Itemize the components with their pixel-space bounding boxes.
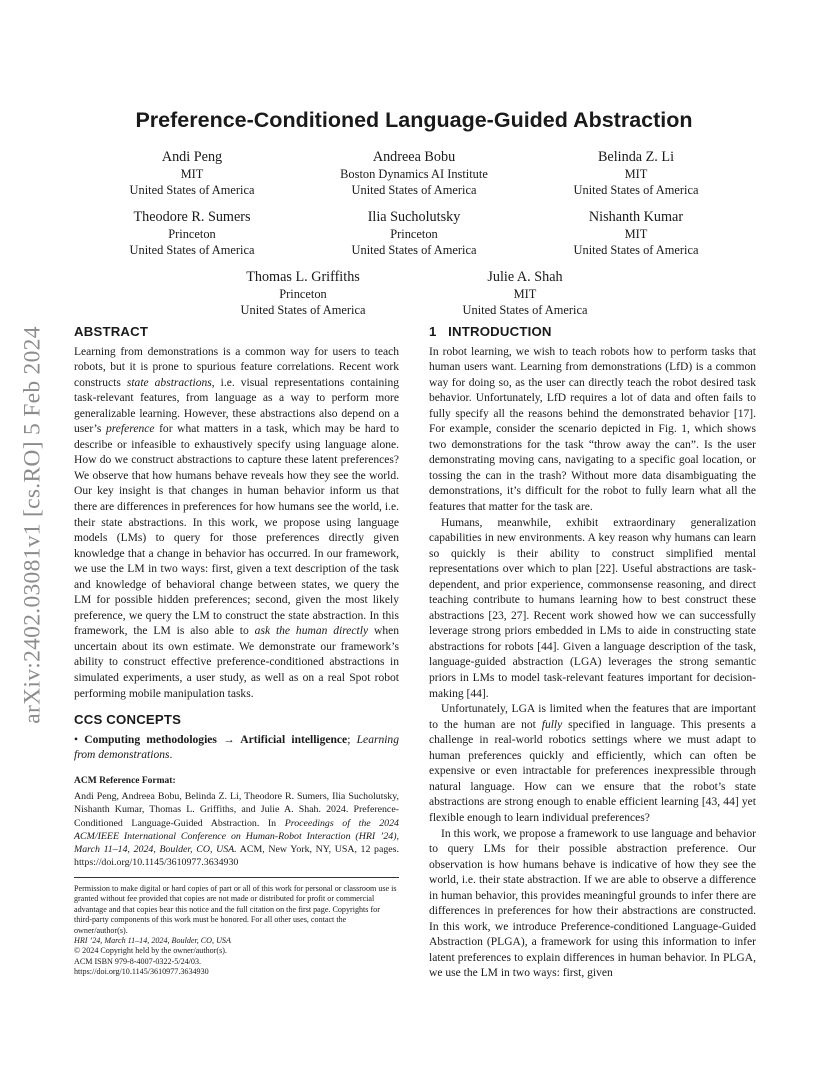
author-affiliation: Princeton — [390, 227, 438, 241]
right-column — [429, 324, 756, 982]
intro-paragraph: Humans, meanwhile, exhibit extraordinary generalization capabilities in new environments. A key reason why humans can learn so quickly is their ability to construct simplified mental representations over which to plan [22]. Useful abstractions are task-dependent, and prior experience, commonsense reasoning, and direct teaching contribute to humans learning how to best construct these abstractions [23, 27]. Recent work showed how we can successfully leverage strong priors embedded in LMs to aide in constructing state abstractions for robots [44]. Given a language description of the task, language-guided abstraction (LGA) leverages the strong semantic priors in LMs to model task-relevant features important for decision-making [44]. — [429, 516, 756, 700]
author-country: United States of America — [240, 303, 366, 318]
intro-paragraph: In this work, we propose a framework to use language and behavior to query LMs for their possible abstraction preference. Our observation is how humans behave is indicative of how they see the world, i.e. their state abstraction. If we are able to observe a difference in human behavior, this provides meaningful grounds to infer there are differences in preferences for how their abstractions are constructed. In this work, we introduce Preference-conditioned Language-Guided Abstraction (PLGA), a framework for using this information to infer latent preferences to explain differences in human behavior. In PLGA, we use the LM in two ways: first, given — [429, 827, 756, 980]
conference-line: HRI ’24, March 11–14, 2024, Boulder, CO, USA — [74, 935, 231, 945]
author-country: United States of America — [573, 243, 699, 258]
abstract-text: Learning from demonstrations is a common way for users to teach robots, but it is prone to spurious feature correlations. Recent work constructs state abstractions, i.e. visual representations containing task-relevant features, from language as a way to perform more generalizable learning. However, these abstractions also depend on a user’s preference for what matters in a task, which may be hard to describe or infeasible to exhaustively specify using language alone. How do we construct abstractions to capture these latent preferences? We observe that how humans behave reveals how they see the world. Our key insight is that changes in human behavior inform us that there are differences in preferences for how humans see the world, i.e. their state abstractions. In this work, we propose using language models (LMs) to query for those preferences directly given knowledge that a change in behavior has occurred. In our framework, we use the LM in two ways: first, given a text description of the task and knowledge of behavioral change between states, we query the LM for possible hidden preferences; second, given the most likely preference, we query the LM to construct the state abstraction. In this framework, the LM is also able to ask the human directly when uncertain about its own estimate. We demonstrate our framework’s ability to construct effective preference-conditioned abstractions in simulated experiments, a user study, as well as on a real Spot robot performing mobile manipulation tasks. — [74, 345, 400, 700]
ccs-concepts — [74, 712, 399, 764]
author-block — [410, 268, 640, 318]
abstract-heading: ABSTRACT — [74, 324, 149, 339]
author-name: Nishanth Kumar — [588, 209, 684, 225]
paper-title: Preference-Conditioned Language-Guided Abstraction — [135, 108, 693, 132]
author-country: United States of America — [129, 183, 255, 198]
author-name: Andi Peng — [161, 149, 223, 165]
arxiv-stamp — [18, 295, 48, 755]
intro-paragraph: Unfortunately, LGA is limited when the features that are important to the human are not fully specified in language. This presents a challenge in real-world robotics settings where we must adapt to human preferences quickly and efficiently, which can often be expensive or even intractable for preferences inexpressible through natural language. How can we ensure that the robot’s state abstractions are strong enough to enable efficient learning [43, 44] yet flexible enough to learn individual preferences? — [429, 703, 756, 824]
intro-heading: 1 INTRODUCTION — [429, 324, 552, 339]
author-block — [521, 208, 751, 258]
author-country: United States of America — [462, 303, 588, 318]
intro-paragraph: In robot learning, we wish to teach robots how to perform tasks that human users want. Learning from demonstrations (LfD) is a common way for doing so, as the user can directly teach the robot desired task behavior. Unfortunately, LfD requires a lot of data and often fails to fully specify all the reasons behind the demonstrated behavior [17]. For example, consider the scenario depicted in Fig. 1, which shows two demonstrations for the task “throw away the can”. Is the user demonstrating moving cans, navigating to a specific goal location, or tossing the can in the trash? Without more data disambiguating the demonstrations, it’s difficult for the robot to fully learn what all the features that matter for the task are. — [429, 345, 756, 514]
author-country: United States of America — [351, 183, 477, 198]
author-name: Julie A. Shah — [487, 269, 563, 285]
author-affiliation: Boston Dynamics AI Institute — [340, 167, 488, 181]
author-country: United States of America — [129, 243, 255, 258]
author-block — [77, 208, 307, 258]
author-affiliation: Princeton — [279, 287, 327, 301]
author-name: Theodore R. Sumers — [133, 209, 251, 225]
author-affiliation: MIT — [624, 227, 648, 241]
author-affiliation: MIT — [513, 287, 537, 301]
author-block — [299, 148, 529, 198]
acm-reference-heading: ACM Reference Format: — [74, 775, 176, 786]
copyright-line: © 2024 Copyright held by the owner/author(s). — [74, 946, 227, 956]
left-column — [74, 324, 399, 978]
author-block — [188, 268, 418, 318]
ccs-text: • Computing methodologies → Artificial intelligence; Learning from demonstrations. — [74, 733, 399, 762]
ccs-heading: CCS CONCEPTS — [74, 712, 182, 728]
author-country: United States of America — [351, 243, 477, 258]
acm-reference — [74, 774, 399, 869]
footnote-divider — [74, 877, 399, 878]
author-country: United States of America — [573, 183, 699, 198]
author-affiliation: Princeton — [168, 227, 216, 241]
permission-block — [74, 884, 399, 978]
author-name: Ilia Sucholutsky — [367, 209, 461, 225]
arxiv-stamp-text: arXiv:2402.03081v1 [cs.RO] 5 Feb 2024 — [19, 326, 46, 724]
author-block — [77, 148, 307, 198]
author-affiliation: MIT — [180, 167, 204, 181]
author-name: Belinda Z. Li — [597, 149, 675, 165]
acm-reference-text: Andi Peng, Andreea Bobu, Belinda Z. Li, Theodore R. Sumers, Ilia Sucholutsky, Nishanth Kumar, Thomas L. Griffiths, and Julie A. Shah. 2024. Preference-Conditioned Language-Guided Abstraction. In Proceedings of the 2024 ACM/IEEE International Conference on Human-Robot Interaction (HRI ’24), March 11–14, 2024, Boulder, CO, USA. ACM, New York, NY, USA, 12 pages. https://doi.org/10.1145/3610977.3634930 — [74, 791, 399, 868]
permission-text: Permission to make digital or hard copies of part or all of this work for personal or classroom use is granted without fee provided that copies are not made or distributed for profit or commercial advantage and that copies bear this notice and the full citation on the first page. Copyrights for third-party components of this work must be honored. For all other uses, contact the owner/author(s). — [74, 883, 397, 935]
author-name: Thomas L. Griffiths — [246, 269, 360, 285]
author-block — [299, 208, 529, 258]
author-name: Andreea Bobu — [372, 149, 456, 165]
author-affiliation: MIT — [624, 167, 648, 181]
doi-link[interactable]: https://doi.org/10.1145/3610977.3634930 — [74, 967, 209, 977]
isbn-line: ACM ISBN 979-8-4007-0322-5/24/03. — [74, 956, 202, 966]
author-block — [521, 148, 751, 198]
